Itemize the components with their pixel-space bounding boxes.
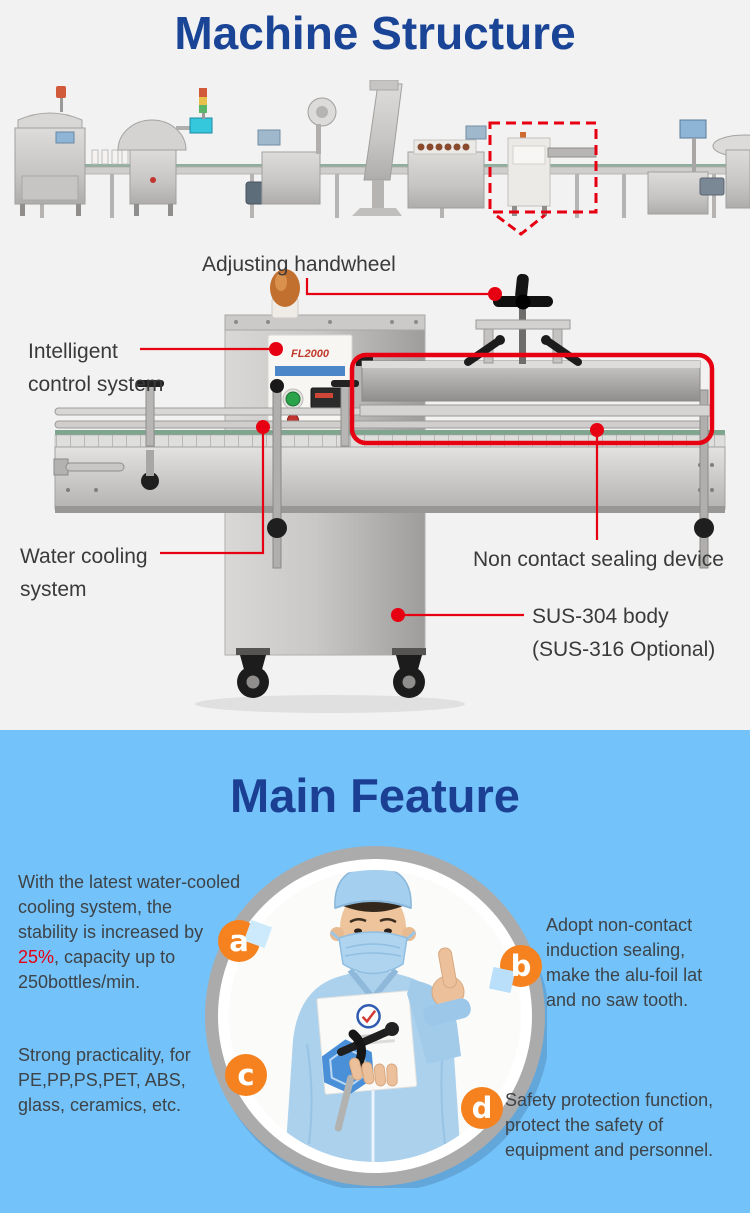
- feature-line: stability is increased by: [18, 922, 204, 942]
- feature-line: Adopt non-contact: [546, 915, 693, 935]
- highlight-dashed-pointer: [497, 215, 545, 234]
- feature-badge-a: a: [218, 920, 260, 962]
- line-capping-machine: [258, 98, 336, 204]
- production-line-photo: [0, 80, 750, 240]
- worker-head: [330, 866, 416, 974]
- feature-badge-d: d: [461, 1087, 503, 1129]
- callout-line-text: Intelligent: [28, 340, 118, 363]
- feature-a-text: [18, 870, 240, 995]
- line-filling-machine: [408, 126, 486, 208]
- feature-line: induction sealing,: [546, 940, 686, 960]
- callout-sus-body: [532, 600, 715, 666]
- callout-non-contact-sealing: [473, 543, 724, 576]
- callout-intelligent-control: [28, 335, 163, 401]
- panel-brand-text: FL2000: [291, 348, 329, 360]
- feature-line: Strong practicality, for: [18, 1045, 191, 1065]
- feature-line: Safety protection function,: [505, 1090, 714, 1110]
- callout-line-text: SUS-304 body: [532, 605, 669, 628]
- line-bottles: [92, 150, 128, 164]
- main-feature-title: Main Feature: [230, 769, 520, 822]
- feature-line: equipment and personnel.: [505, 1140, 714, 1160]
- feature-c-text: [18, 1043, 191, 1118]
- highlight-value: 25%: [18, 947, 55, 967]
- feature-line: With the latest water-cooled: [18, 872, 241, 892]
- line-elevator: [352, 80, 402, 216]
- line-counting-machine: [118, 88, 212, 216]
- main-feature-section: [0, 730, 750, 1213]
- feature-badge-c: c: [225, 1054, 267, 1096]
- sealing-device: [356, 357, 712, 416]
- machine-detail-figure: [0, 240, 750, 730]
- callout-line-text: Water cooling: [20, 545, 148, 568]
- feature-line: make the alu-foil lat: [546, 965, 703, 985]
- callout-adjusting-handwheel: [202, 248, 396, 281]
- callout-line-text: system: [20, 578, 87, 601]
- callout-line-text: Adjusting handwheel: [202, 253, 396, 276]
- feature-line: cooling system, the: [18, 897, 173, 917]
- line-machine-cabinet: [15, 86, 85, 216]
- feature-line: 25%, capacity up to: [18, 947, 176, 967]
- callout-line-text: (SUS-316 Optional): [532, 638, 716, 661]
- callout-water-cooling: [20, 540, 148, 606]
- feature-b-text: [546, 913, 702, 1013]
- feature-line: glass, ceramics, etc.: [18, 1095, 182, 1115]
- feature-line: PE,PP,PS,PET, ABS,: [18, 1070, 186, 1090]
- feature-line: protect the safety of: [505, 1115, 664, 1135]
- feature-d-text: [505, 1088, 713, 1163]
- feature-badge-b: b: [500, 945, 542, 987]
- worker-photo: [203, 844, 547, 1188]
- callout-line-text: control system: [28, 373, 164, 396]
- feature-line: and no saw tooth.: [546, 990, 689, 1010]
- machine-structure-title: Machine Structure: [174, 7, 576, 59]
- feature-line: 250bottles/min.: [18, 972, 141, 992]
- callout-line-text: Non contact sealing device: [473, 548, 724, 571]
- adjusting-handwheel: [493, 273, 553, 309]
